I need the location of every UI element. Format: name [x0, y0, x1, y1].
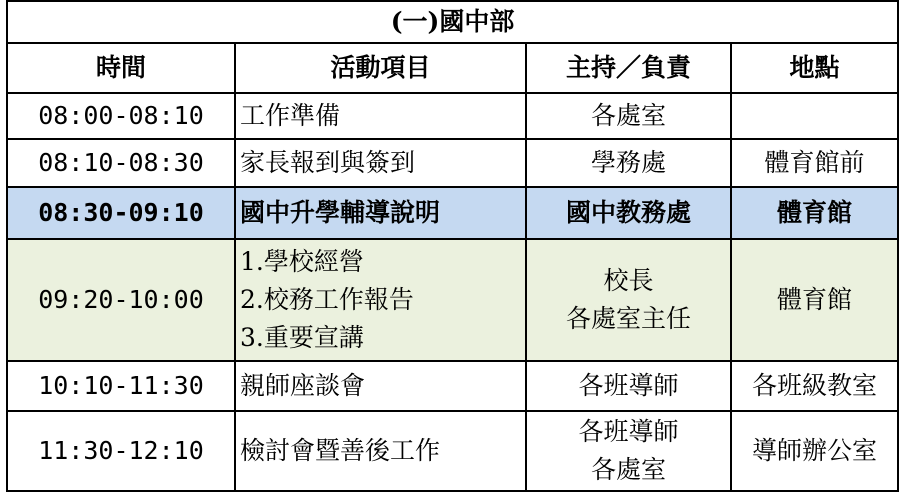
- schedule-table: [6, 0, 899, 492]
- location-cell: 體育館前: [731, 139, 898, 187]
- header-time: 時間: [7, 43, 235, 93]
- location-cell: 導師辦公室: [731, 411, 898, 491]
- time-cell: 09:20-10:00: [7, 239, 235, 361]
- host-line: 各班導師: [578, 417, 679, 446]
- activity-cell: 檢討會暨善後工作: [235, 411, 526, 491]
- location-cell: 體育館: [731, 239, 898, 361]
- host-cell: 學務處: [526, 139, 731, 187]
- host-cell: [526, 411, 731, 491]
- activity-cell: 家長報到與簽到: [235, 139, 526, 187]
- table-row: [7, 139, 898, 187]
- table-row-highlighted: [7, 187, 898, 239]
- header-activity: 活動項目: [235, 43, 526, 93]
- activity-cell: 工作準備: [235, 93, 526, 139]
- activity-line: 2.校務工作報告: [240, 285, 414, 314]
- time-cell: 08:00-08:10: [7, 93, 235, 139]
- activity-line: 3.重要宣講: [240, 323, 364, 352]
- time-cell: 11:30-12:10: [7, 411, 235, 491]
- table-row: [7, 93, 898, 139]
- activity-cell: 國中升學輔導說明: [235, 187, 526, 239]
- header-host: 主持／負責: [526, 43, 731, 93]
- location-cell: 體育館: [731, 187, 898, 239]
- activity-cell: 親師座談會: [235, 361, 526, 411]
- host-cell: 各處室: [526, 93, 731, 139]
- host-line: 各處室主任: [565, 304, 691, 333]
- table-title: (一)國中部: [7, 1, 898, 43]
- time-cell: 08:10-08:30: [7, 139, 235, 187]
- header-location: 地點: [731, 43, 898, 93]
- activity-line: 1.學校經營: [240, 247, 364, 276]
- table-row: [7, 361, 898, 411]
- host-cell: 各班導師: [526, 361, 731, 411]
- time-cell: 08:30-09:10: [7, 187, 235, 239]
- host-line: 校長: [603, 266, 654, 295]
- table-row-shaded: [7, 239, 898, 361]
- host-cell: 國中教務處: [526, 187, 731, 239]
- location-cell: 各班級教室: [731, 361, 898, 411]
- activity-cell: [235, 239, 526, 361]
- time-cell: 10:10-11:30: [7, 361, 235, 411]
- table-row: [7, 411, 898, 491]
- host-line: 各處室: [590, 455, 666, 484]
- header-row: [7, 43, 898, 93]
- host-cell: [526, 239, 731, 361]
- location-cell: [731, 93, 898, 139]
